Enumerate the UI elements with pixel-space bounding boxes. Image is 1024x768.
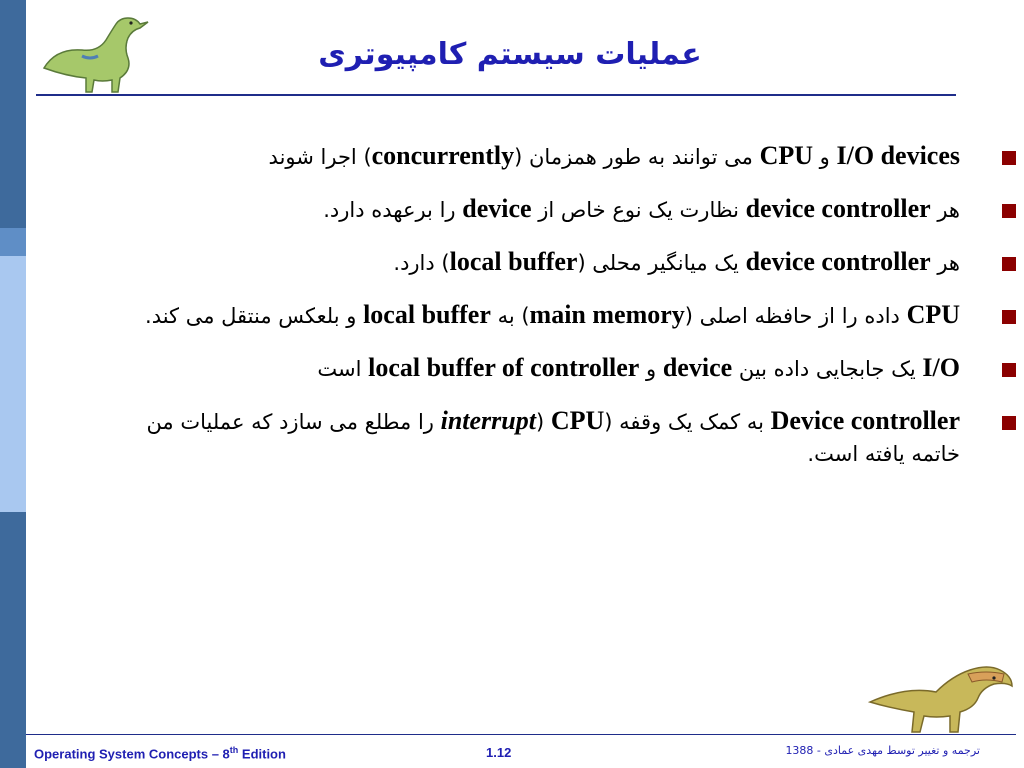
band-segment [0, 228, 26, 256]
bullet-text: CPU [906, 300, 960, 329]
bullet-text: I/O [922, 353, 960, 382]
left-color-band [0, 0, 26, 768]
bullet-text: Device controller [770, 406, 960, 435]
title-divider [36, 94, 956, 96]
bullet-text: ) [535, 410, 551, 434]
bullet-text: local buffer [363, 300, 491, 329]
bullet-text: local buffer of controller [368, 353, 640, 382]
square-bullet-icon [1002, 204, 1016, 218]
bullet-text: است [317, 357, 369, 381]
bullet-text: یک میانگیر محلی ( [577, 251, 746, 275]
footer-text: Operating System Concepts – 8 [34, 746, 230, 762]
bullet-text: و [639, 357, 663, 381]
bullet-item [130, 140, 980, 173]
bullet-text: ) به [490, 304, 530, 328]
bullet-text: I/O devices [836, 141, 960, 170]
bullet-list [130, 140, 980, 490]
dinosaur-bottom-logo [866, 656, 1016, 736]
bullet-text: را برعهده دارد. [323, 198, 463, 222]
square-bullet-icon [1002, 151, 1016, 165]
bullet-text: نظارت یک نوع خاص از [531, 198, 746, 222]
dinosaur-top-logo [36, 8, 158, 94]
footer-divider [26, 734, 1016, 735]
footer-sup: th [229, 745, 239, 755]
page-number: 1.12 [486, 745, 512, 760]
bullet-item [130, 246, 980, 279]
bullet-text: به کمک یک وقفه ( [604, 410, 771, 434]
bullet-text: concurrently [371, 141, 515, 170]
slide-title: عملیات سیستم کامپیوتری [318, 37, 702, 72]
bullet-text: device controller [745, 247, 931, 276]
band-segment [0, 256, 26, 512]
bullet-text: ) دارد. [393, 251, 450, 275]
footer-book-title [34, 745, 286, 761]
bullet-text: main memory [529, 300, 685, 329]
bullet-text: device [662, 353, 733, 382]
bullet-text: device [462, 194, 532, 223]
bullet-text: CPU [759, 141, 813, 170]
band-segment [0, 512, 26, 768]
bullet-text: و بلعکس منتقل می کند. [145, 304, 364, 328]
square-bullet-icon [1002, 257, 1016, 271]
bullet-text: را مطلع می سازد که عملیات من خاتمه یافته است. [146, 410, 960, 466]
square-bullet-icon [1002, 416, 1016, 430]
band-segment [0, 0, 26, 228]
bullet-text: داده را از حافظه اصلی ( [684, 304, 907, 328]
bullet-item [130, 352, 980, 385]
footer-translator: ترجمه و تغییر توسط مهدی عمادی - 1388 [785, 744, 980, 757]
bullet-text: هر [930, 198, 960, 222]
bullet-item [130, 299, 980, 332]
square-bullet-icon [1002, 363, 1016, 377]
bullet-text: ) اجرا شوند [268, 145, 372, 169]
bullet-item [130, 193, 980, 226]
bullet-text: interrupt [440, 406, 536, 435]
bullet-text: local buffer [449, 247, 578, 276]
footer-text: Edition [238, 746, 286, 762]
bullet-text: device controller [745, 194, 931, 223]
bullet-text: می توانند به طور همزمان ( [514, 145, 760, 169]
square-bullet-icon [1002, 310, 1016, 324]
bullet-text: هر [930, 251, 960, 275]
bullet-text: CPU [550, 406, 605, 435]
bullet-text: یک جابجایی داده بین [732, 357, 923, 381]
bullet-item [130, 405, 980, 470]
bullet-text: و [813, 145, 837, 169]
